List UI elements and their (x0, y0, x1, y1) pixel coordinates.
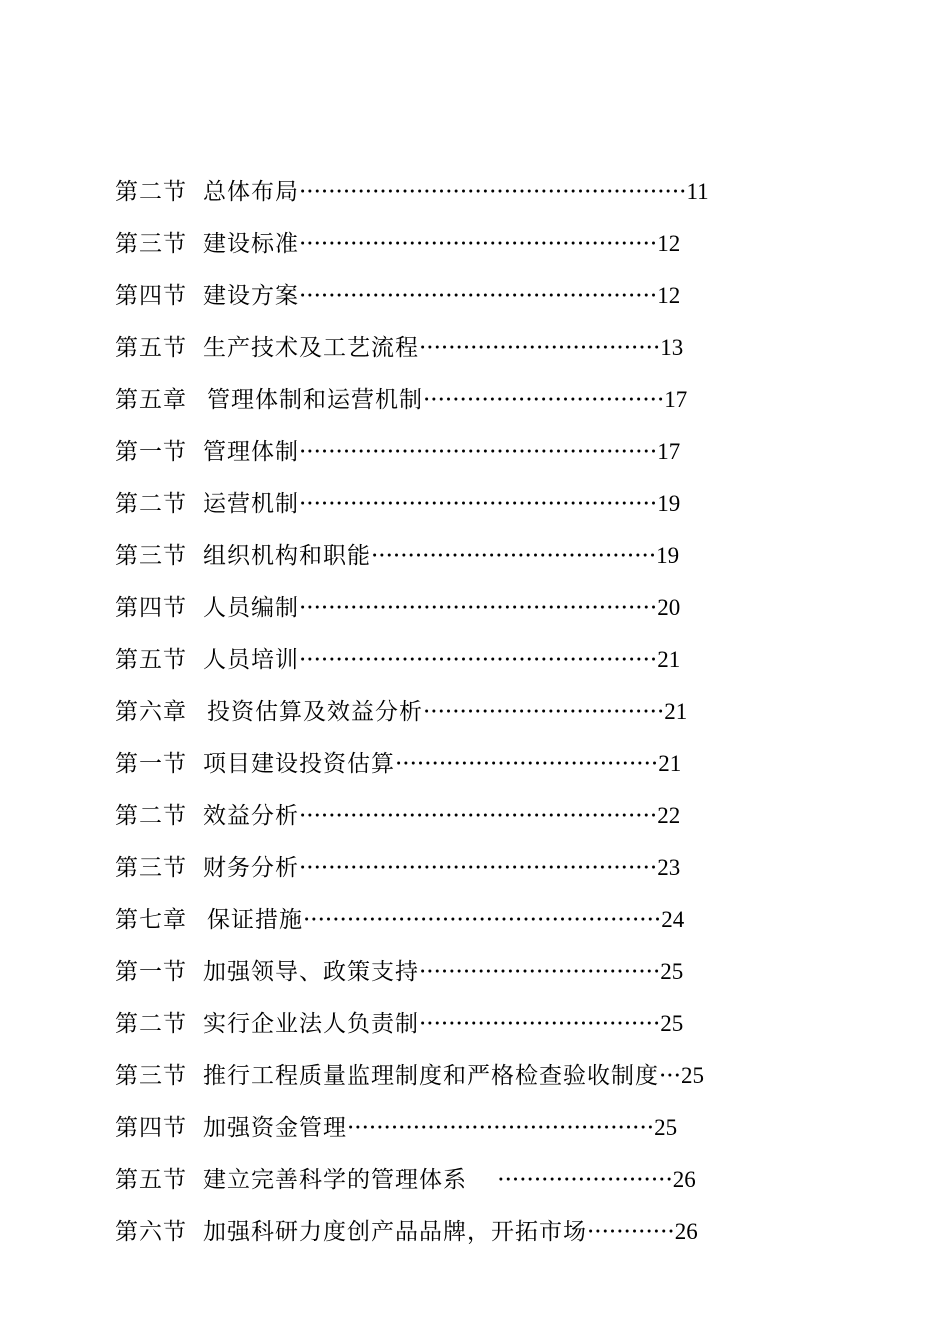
toc-page-number: 26 (672, 1167, 696, 1192)
toc-leader: ································· (419, 959, 661, 985)
toc-title: 加强科研力度创产品品牌，开拓市场 (203, 1219, 587, 1245)
toc-entry[interactable] (115, 218, 815, 270)
toc-leader: ································· (419, 335, 661, 361)
toc-section-number: 第一节 (115, 751, 187, 777)
toc-page-number: 22 (657, 803, 681, 828)
toc-title: 总体布局 (203, 179, 299, 205)
toc-title: 管理体制和运营机制 (207, 387, 423, 413)
toc-section-number: 第二节 (115, 491, 187, 517)
toc-leader: ··· (659, 1063, 681, 1089)
toc-page-number: 25 (680, 1063, 704, 1088)
toc-title: 加强资金管理 (203, 1115, 347, 1141)
toc-entry[interactable] (115, 1154, 815, 1206)
toc-leader: ················································· (299, 855, 658, 881)
toc-title: 生产技术及工艺流程 (203, 335, 419, 361)
toc-page-number: 26 (674, 1219, 698, 1244)
toc-page-number: 19 (656, 543, 680, 568)
toc-title: 推行工程质量监理制度和严格检查验收制度 (203, 1063, 659, 1089)
toc-leader: ················································· (303, 907, 662, 933)
toc-title: 建立完善科学的管理体系 (203, 1167, 467, 1193)
toc-chapter-number: 第五章 (115, 387, 187, 413)
toc-section-number: 第二节 (115, 179, 187, 205)
toc-title: 建设方案 (203, 283, 299, 309)
toc-page-number: 17 (657, 439, 681, 464)
toc-title: 加强领导、政策支持 (203, 959, 419, 985)
toc-section-number: 第三节 (115, 1063, 187, 1089)
toc-leader: ················································· (299, 647, 658, 673)
toc-entry[interactable] (115, 582, 815, 634)
toc-entry[interactable] (115, 1206, 815, 1258)
toc-leader: ····················································· (299, 179, 687, 205)
toc-page-number: 23 (657, 855, 681, 880)
toc-section-number: 第六节 (115, 1219, 187, 1245)
toc-page-number: 21 (664, 699, 688, 724)
toc-section-number: 第五节 (115, 335, 187, 361)
toc-leader: ···································· (395, 751, 659, 777)
toc-leader: ································· (423, 387, 665, 413)
toc-leader: ················································· (299, 231, 658, 257)
toc-section-number: 第三节 (115, 543, 187, 569)
toc-section-number: 第一节 (115, 439, 187, 465)
table-of-contents (115, 166, 815, 1258)
toc-page-number: 25 (654, 1115, 678, 1140)
toc-leader: ················································· (299, 595, 658, 621)
toc-entry[interactable] (115, 946, 815, 998)
toc-entry[interactable] (115, 634, 815, 686)
toc-leader: ·········································· (347, 1115, 655, 1141)
toc-section-number: 第五节 (115, 1167, 187, 1193)
toc-entry[interactable] (115, 842, 815, 894)
toc-title: 财务分析 (203, 855, 299, 881)
toc-section-number: 第四节 (115, 595, 187, 621)
toc-page-number: 20 (657, 595, 681, 620)
toc-entry[interactable] (115, 738, 815, 790)
toc-section-number: 第一节 (115, 959, 187, 985)
toc-page-number: 21 (658, 751, 682, 776)
toc-entry[interactable] (115, 998, 815, 1050)
toc-chapter-number: 第六章 (115, 699, 187, 725)
toc-title: 建设标准 (203, 231, 299, 257)
toc-title: 人员编制 (203, 595, 299, 621)
toc-title: 项目建设投资估算 (203, 751, 395, 777)
toc-leader: ················································· (299, 491, 658, 517)
toc-page-number: 21 (657, 647, 681, 672)
toc-entry[interactable] (115, 322, 815, 374)
toc-entry[interactable] (115, 166, 815, 218)
toc-page-number: 17 (664, 387, 688, 412)
toc-chapter-number: 第七章 (115, 907, 187, 933)
toc-page-number: 24 (661, 907, 685, 932)
toc-leader: ························ (467, 1167, 673, 1193)
toc-entry[interactable] (115, 270, 815, 322)
toc-entry[interactable] (115, 790, 815, 842)
toc-leader: ················································· (299, 803, 658, 829)
toc-section-number: 第四节 (115, 283, 187, 309)
toc-page-number: 11 (686, 179, 709, 204)
toc-title: 运营机制 (203, 491, 299, 517)
toc-leader: ································· (419, 1011, 661, 1037)
toc-section-number: 第二节 (115, 803, 187, 829)
toc-title: 管理体制 (203, 439, 299, 465)
toc-section-number: 第五节 (115, 647, 187, 673)
toc-chapter-entry[interactable] (115, 374, 815, 426)
toc-chapter-entry[interactable] (115, 686, 815, 738)
toc-section-number: 第三节 (115, 855, 187, 881)
toc-page-number: 12 (657, 283, 681, 308)
toc-title: 保证措施 (207, 907, 303, 933)
toc-title: 实行企业法人负责制 (203, 1011, 419, 1037)
toc-leader: ················································· (299, 439, 658, 465)
toc-title: 效益分析 (203, 803, 299, 829)
toc-page-number: 12 (657, 231, 681, 256)
toc-entry[interactable] (115, 1102, 815, 1154)
toc-title: 投资估算及效益分析 (207, 699, 423, 725)
toc-section-number: 第二节 (115, 1011, 187, 1037)
toc-leader: ············ (587, 1219, 675, 1245)
toc-entry[interactable] (115, 478, 815, 530)
toc-leader: ················································· (299, 283, 658, 309)
toc-section-number: 第四节 (115, 1115, 187, 1141)
toc-entry[interactable] (115, 1050, 815, 1102)
toc-title: 人员培训 (203, 647, 299, 673)
toc-leader: ································· (423, 699, 665, 725)
toc-page-number: 25 (660, 959, 684, 984)
toc-page-number: 13 (660, 335, 684, 360)
toc-page-number: 19 (657, 491, 681, 516)
toc-title: 组织机构和职能 (203, 543, 371, 569)
toc-chapter-entry[interactable] (115, 894, 815, 946)
toc-page-number: 25 (660, 1011, 684, 1036)
toc-section-number: 第三节 (115, 231, 187, 257)
toc-entry[interactable] (115, 426, 815, 478)
toc-leader: ······································· (371, 543, 657, 569)
toc-entry[interactable] (115, 530, 815, 582)
